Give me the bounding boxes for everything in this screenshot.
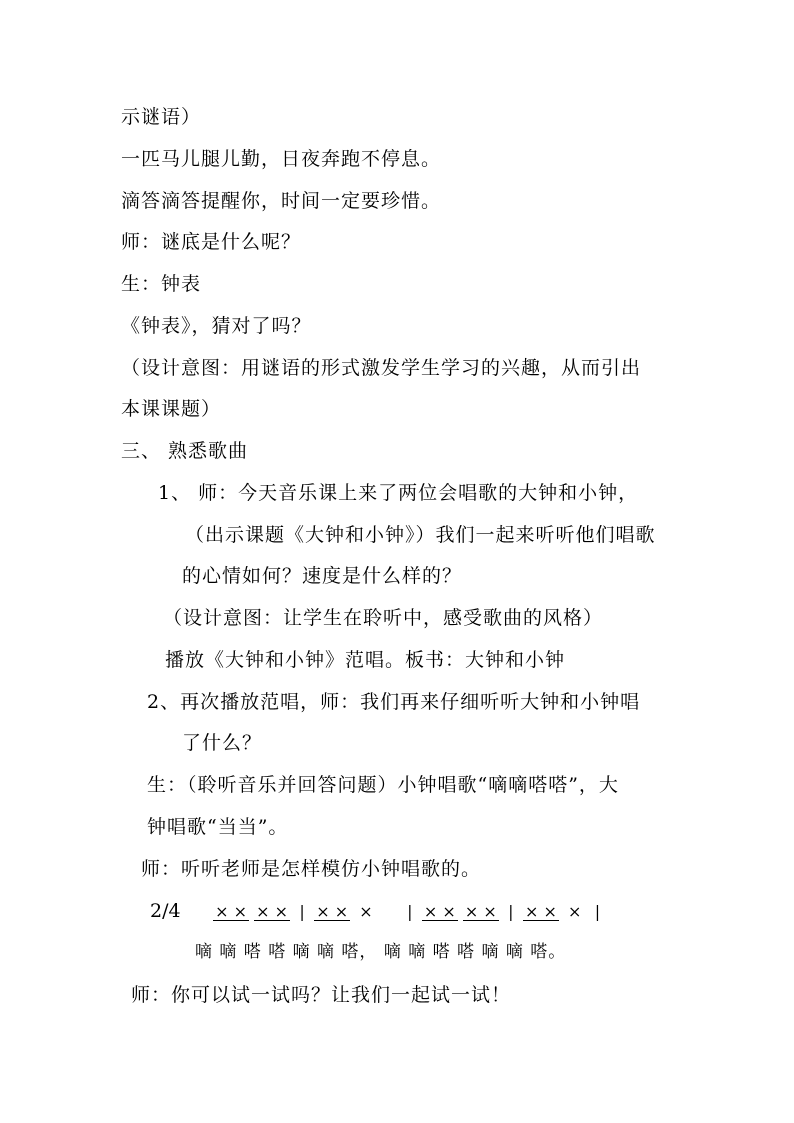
rhythm-beat: × × xyxy=(316,902,349,921)
text-line: 示谜语） xyxy=(121,106,202,128)
text-line: 生：钟表 xyxy=(121,273,202,295)
text-line: 师：谜底是什么呢？ xyxy=(121,231,302,253)
text-line: 播放《大钟和小钟》范唱。板书：大钟和小钟 xyxy=(165,649,566,671)
text-line: （设计意图：用谜语的形式激发学生学习的兴趣，从而引出 xyxy=(121,357,642,379)
section-heading: 三、 熟悉歌曲 xyxy=(121,440,249,462)
rhythm-beat: × × xyxy=(215,902,247,921)
text-line: 生：（聆听音乐并回答问题）小钟唱歌“嘀嘀嗒嗒”，大 xyxy=(147,774,619,796)
rhythm-beat: × × xyxy=(524,902,557,921)
bar-line: | xyxy=(594,902,601,921)
text-line: 师：你可以试一试吗？让我们一起试一试！ xyxy=(131,984,512,1006)
rhythm-beat: × × xyxy=(256,902,288,921)
text-line: 《钟表》，猜对了吗？ xyxy=(121,315,312,337)
text-line: 一匹马儿腿儿勤，日夜奔跑不停息。 xyxy=(121,148,442,170)
bar-line: | xyxy=(508,902,514,921)
rhythm-beat: × × xyxy=(464,902,497,921)
text-line: 本课课题） xyxy=(121,398,222,420)
text-line: 滴答滴答提醒你，时间一定要珍惜。 xyxy=(121,190,442,212)
text-line: （出示课题《大钟和小钟》）我们一起来听听他们唱歌 xyxy=(185,524,656,546)
text-line: 钟唱歌“当当”。 xyxy=(147,816,289,838)
text-line: （设计意图：让学生在聆听中，感受歌曲的风格） xyxy=(163,607,604,629)
text-line: 2、再次播放范唱，师：我们再来仔细听听大钟和小钟唱 xyxy=(147,691,641,713)
text-line: 师：听听老师是怎样模仿小钟唱歌的。 xyxy=(141,858,482,880)
text-line: 1、 师：今天音乐课上来了两位会唱歌的大钟和小钟， xyxy=(158,482,639,504)
time-signature: 2/4 xyxy=(150,900,181,922)
text-line: 了什么？ xyxy=(182,732,263,754)
bar-line: | xyxy=(299,902,305,921)
rhythm-note: × xyxy=(567,902,582,921)
rhythm-lyrics: 嘀 嘀 嗒 嗒 嘀 嘀 嗒， 嘀 嘀 嗒 嗒 嘀 嘀 嗒。 xyxy=(195,942,567,962)
rhythm-beat: × × xyxy=(423,902,456,921)
bar-line: | xyxy=(407,902,413,921)
rhythm-notation xyxy=(150,899,604,924)
text-line: 的心情如何？速度是什么样的？ xyxy=(182,565,463,587)
rhythm-note: × xyxy=(359,902,373,921)
